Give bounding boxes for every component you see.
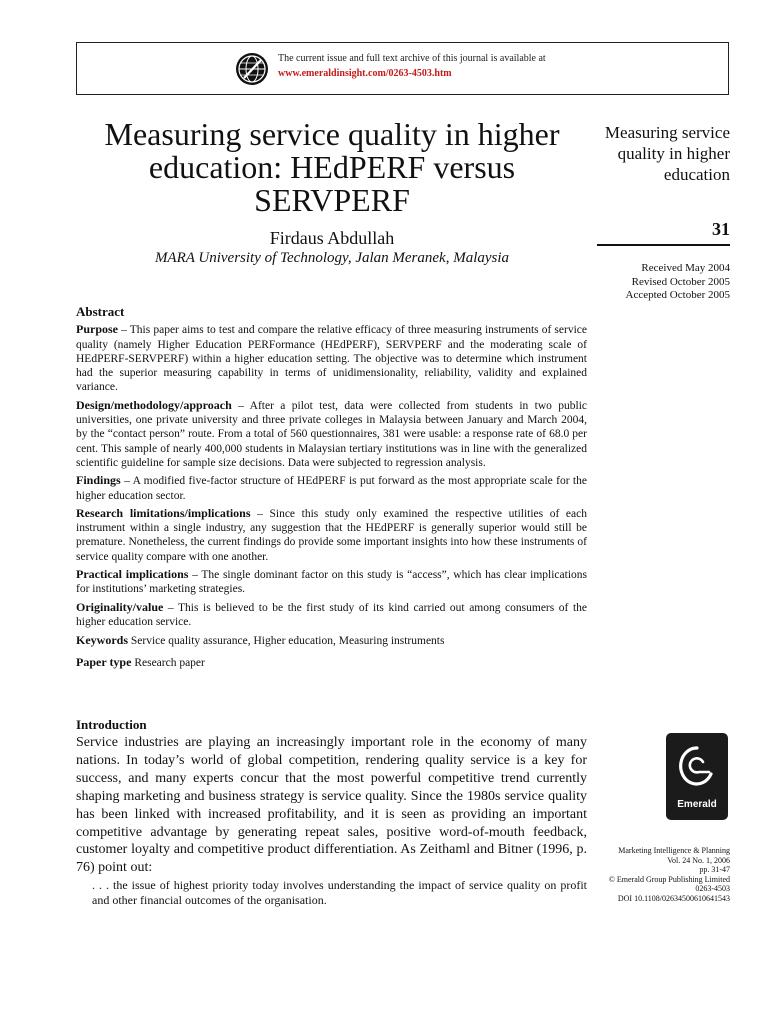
author-affiliation: MARA University of Technology, Jalan Meranek, Malaysia [154, 250, 510, 266]
section-label: Design/methodology/approach [76, 397, 232, 412]
emerald-wordmark: Emerald [677, 799, 717, 810]
section-label: Purpose [76, 322, 118, 337]
keywords [76, 633, 587, 648]
journal-access-banner [76, 42, 729, 95]
abstract-practical [76, 567, 587, 597]
section-text: – The single dominant factor on this study is “access”, which has clear implications for institutions’ marketing strategies. [76, 569, 587, 596]
section-text: – Since this study only examined the respective utilities of each instrument within a single industry, any suggestion that the HEdPERF is generally superior would still be premature. Nonetheless, the current findings do provide some important insights into how these instruments of service quality compare with one another. [76, 507, 587, 563]
section-label: Originality/value [76, 599, 164, 614]
journal-issn: 0263-4503 [695, 884, 730, 894]
paper-type [76, 655, 587, 670]
emerald-logo [666, 733, 728, 820]
section-text: – After a pilot test, data were collected from students in two public universities, one private university and three private colleges in Malaysia between January and March 2004, by the “contact person” route. From a total of 560 questionnaires, 381 were usable: a response rate of 68.0 per cent. This sample of nearly 400,000 students in Malaysian tertiary institutions was in line with the generalized scientific guideline for sample size decisions. Data were subjected to regression analysis. [76, 399, 587, 469]
submission-dates [590, 262, 730, 303]
section-text: – This is believed to be the first study of its kind carried out among consumers of the higher education service. [76, 601, 587, 628]
keywords-text: Service quality assurance, Higher education, Measuring instruments [128, 635, 445, 648]
block-quote: . . . the issue of highest priority today involves understanding the impact of service quality on profit and other financial outcomes of the organisation. [92, 878, 587, 907]
introduction-heading: Introduction [76, 717, 147, 732]
abstract-originality [76, 600, 587, 630]
abstract-limitations [76, 506, 587, 564]
journal-copyright: © Emerald Group Publishing Limited [608, 874, 730, 884]
banner-text: The current issue and full text archive of this journal is available at [278, 53, 546, 64]
running-title: Measuring service quality in higher education [604, 123, 730, 184]
journal-url-link[interactable]: www.emeraldinsight.com/0263-4503.htm [278, 68, 452, 79]
accepted-date: Accepted October 2005 [625, 289, 730, 301]
page-number: 31 [712, 219, 730, 239]
journal-pages: pp. 31-47 [699, 865, 730, 875]
revised-date: Revised October 2005 [631, 275, 730, 288]
journal-name: Marketing Intelligence & Planning [618, 846, 730, 855]
abstract [76, 305, 587, 673]
paper-title: Measuring service quality in higher education: HEdPERF versus SERVPERF [104, 116, 560, 218]
journal-info [574, 846, 730, 904]
keywords-label: Keywords [76, 633, 128, 648]
section-text: – A modified five-factor structure of HEdPERF is put forward as the most appropriate scale for the higher education sector. [76, 475, 587, 502]
section-text: – This paper aims to test and compare the relative efficacy of three measuring instruments of service quality (namely Higher Education PERFormance (HEdPERF), SERVPERF and the moderating scale of HEdPERF-SERVPERF) within a higher education setting. The objective was to determine which instrument had the superior measuring capability in terms of unidimensionality, reliability, validity and explained variance. [76, 324, 587, 394]
section-label: Research limitations/implications [76, 505, 251, 520]
abstract-findings [76, 473, 587, 503]
globe-logo-icon [235, 52, 269, 86]
paper-type-label: Paper type [76, 654, 132, 669]
section-label: Findings [76, 473, 121, 488]
abstract-heading: Abstract [76, 304, 125, 319]
received-date: Received May 2004 [641, 262, 730, 274]
emerald-swirl-icon [677, 742, 717, 792]
abstract-purpose [76, 322, 587, 394]
journal-doi: DOI 10.1108/02634500610641543 [617, 893, 730, 903]
paper-type-text: Research paper [131, 656, 205, 669]
section-label: Practical implications [76, 567, 189, 582]
journal-volume: Vol. 24 No. 1, 2006 [667, 855, 730, 865]
abstract-design [76, 398, 587, 470]
margin-divider [597, 244, 730, 246]
introduction-text: Service industries are playing an increasingly important role in the economy of many nations. In today’s world of global competition, rendering quality service is a key for success, and many experts concur that the most powerful competitive trend currently shaping marketing and business strategy is service quality. Since the 1980s service quality has been linked with increased profitability, and it is seen as providing an important competitive advantage by generating repeat sales, positive word-of-mouth feedback, customer loyalty and competitive product differentiation. As Zeithaml and Bitner (1996, p. 76) point out: [76, 735, 587, 876]
author-name: Firdaus Abdullah [269, 228, 395, 248]
